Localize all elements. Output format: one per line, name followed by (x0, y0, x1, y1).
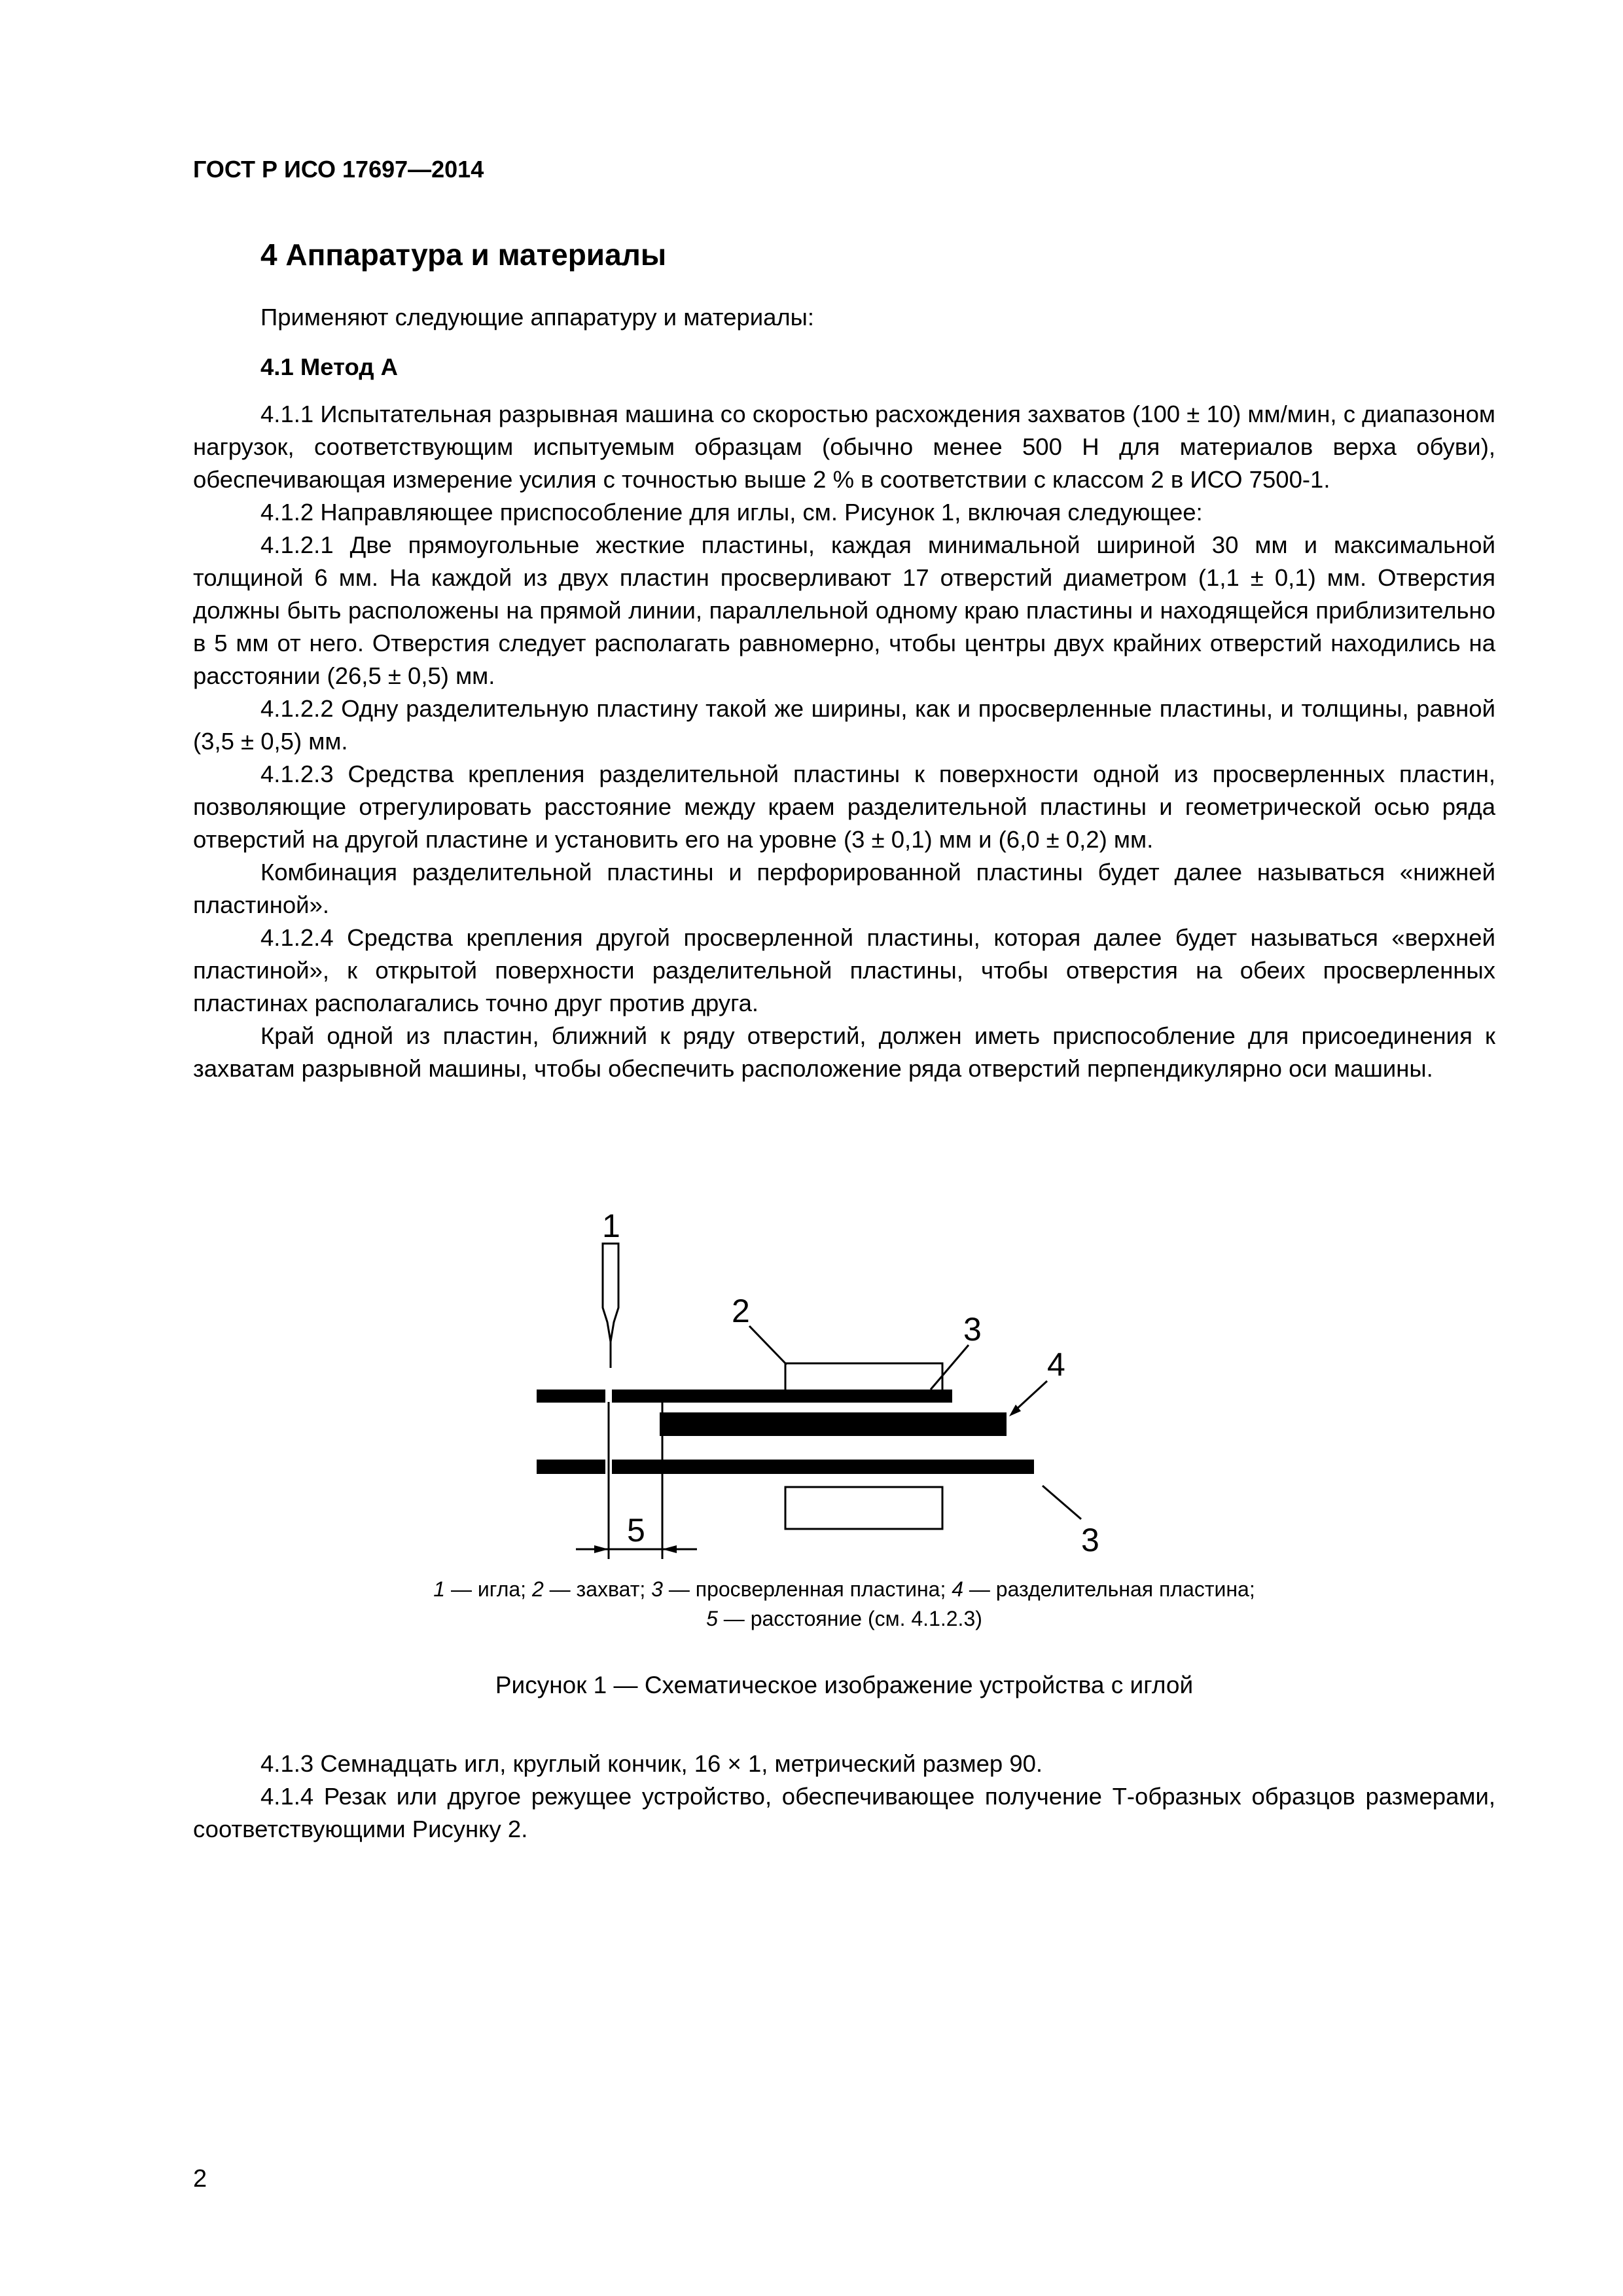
paragraph-combination: Комбинация разделительной пластины и перфорированной пластины будет далее называться «нижней пластиной». (193, 859, 1495, 918)
document-header: ГОСТ Р ИСО 17697—2014 (193, 156, 484, 183)
paragraph-4-1-2-1: 4.1.2.1 Две прямоугольные жесткие пластины, каждая минимальной шириной 30 мм и максимальной толщиной 6 мм. На каждой из двух пластин просверливают 17 отверстий диаметром (1,1 ± 0,1) мм. Отверстия должны быть расположены на прямой линии, параллельной одному краю пластины и находящейся приблизительно в 5 мм от него. Отверстия следует располагать равномерно, чтобы центры двух крайних отверстий находились на расстоянии (26,5 ± 0,5) мм. (193, 531, 1495, 689)
dimension-arrow-right (662, 1545, 677, 1553)
dimension-arrow-left (594, 1545, 609, 1553)
label-2: 2 (732, 1293, 750, 1329)
paragraph-4-1-2-3: 4.1.2.3 Средства крепления разделительной пластины к поверхности одной из просверленных пластин, позволяющие отрегулировать расстояние между краем разделительной пластины и геометрической осью ряда отверстий на другой пластине и установить его на уровне (3 ± 0,1) мм и (6,0 ± 0,2) мм. (193, 761, 1495, 853)
legend-line-1: 1 — игла; 2 — захват; 3 — просверленная пластина; 4 — разделительная пластина; (433, 1577, 1255, 1601)
drilled-plate-top-right (612, 1390, 952, 1403)
paragraph-plate-edge: Край одной из пластин, ближний к ряду отверстий, должен иметь приспособление для присоединения к захватам разрывной машины, чтобы обеспечить расположение ряда отверстий перпендикулярно оси машины. (193, 1022, 1495, 1082)
leader-2 (749, 1326, 787, 1365)
leader-3-bottom (1043, 1486, 1081, 1519)
label-3-top: 3 (963, 1311, 982, 1348)
label-1: 1 (602, 1208, 620, 1244)
drilled-plate-top (537, 1390, 605, 1403)
tail-text-block (193, 1748, 1495, 1846)
paragraph-4-1-2-4: 4.1.2.4 Средства крепления другой просверленной пластины, которая далее будет называться «верхней пластиной», к открытой поверхности разделительной пластины, чтобы отверстия на обеих просверленных пластинах располагались точно друг против друга. (193, 924, 1495, 1016)
spacer-plate (660, 1412, 1007, 1436)
subsection-title: 4.1 Метод А (260, 353, 398, 380)
leader-3-top (931, 1345, 969, 1390)
paragraph-4-1-4: 4.1.4 Резак или другое режущее устройство, обеспечивающее получение Т-образных образцов размерами, соответствующими Рисунку 2. (193, 1783, 1495, 1842)
paragraph-4-1-2-2: 4.1.2.2 Одну разделительную пластину такой же ширины, как и просверленные пластины, и толщины, равной (3,5 ± 0,5) мм. (193, 695, 1495, 755)
drilled-plate-bottom-left (537, 1460, 605, 1474)
figure-needle-device (524, 1198, 1165, 1564)
label-4: 4 (1047, 1346, 1065, 1383)
needle-shape (603, 1244, 618, 1342)
main-text-block (193, 398, 1495, 1085)
legend-line-2: 5 — расстояние (см. 4.1.2.3) (706, 1607, 982, 1630)
label-3-bottom: 3 (1081, 1522, 1099, 1558)
label-5: 5 (627, 1512, 645, 1549)
section-intro (193, 301, 1495, 334)
leader-4 (1014, 1381, 1047, 1411)
section-title: 4 Аппаратура и материалы (260, 238, 667, 272)
paragraph-4-1-2: 4.1.2 Направляющее приспособление для иглы, см. Рисунок 1, включая следующее: (260, 499, 1203, 526)
grip-top (785, 1363, 942, 1392)
figure-legend (193, 1575, 1495, 1634)
figure-caption: Рисунок 1 — Схематическое изображение устройства с иглой (495, 1672, 1194, 1698)
drilled-plate-bottom-right (612, 1460, 1034, 1474)
paragraph-4-1-3: 4.1.3 Семнадцать игл, круглый кончик, 16 × 1, метрический размер 90. (260, 1750, 1043, 1777)
intro-text: Применяют следующие аппаратуру и материалы: (260, 304, 815, 331)
needle-device-diagram (524, 1198, 1165, 1564)
grip-bottom (785, 1487, 942, 1529)
paragraph-4-1-1: 4.1.1 Испытательная разрывная машина со скоростью расхождения захватов (100 ± 10) мм/мин, с диапазоном нагрузок, соответствующим испытуемым образцам (обычно менее 500 Н для материалов верха обуви), обеспечивающая измерение усилия с точностью выше 2 % в соответствии с классом 2 в ИСО 7500-1. (193, 401, 1495, 493)
page-number: 2 (193, 2165, 207, 2193)
